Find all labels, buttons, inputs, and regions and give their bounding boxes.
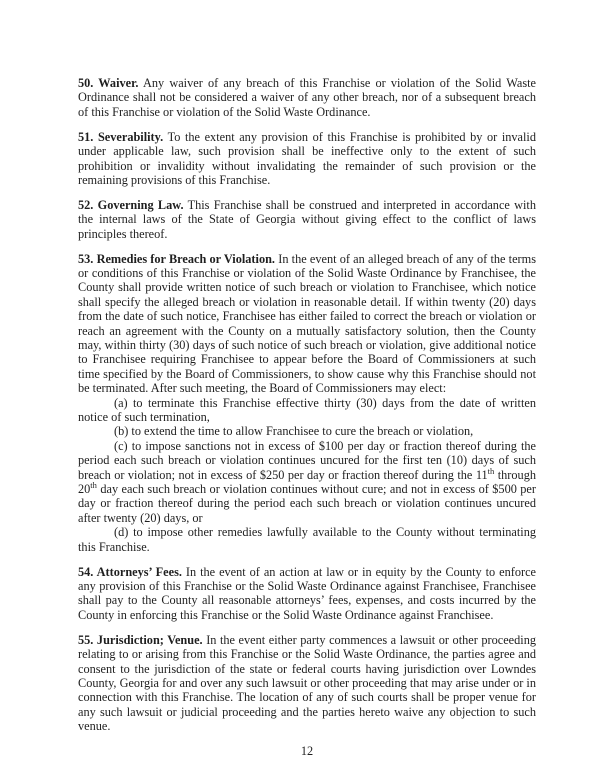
section-53-item-a: (a) to terminate this Franchise effective thirty (30) days from the date of written notice of such termination, <box>78 395 536 425</box>
section-53-item-c-text-1: (c) to impose sanctions not in excess of $100 per day or fraction thereof during the period each such breach or violation continues uncured for the first ten (10) days of such breach or violation; not in excess of $250 per day or fraction thereof during the 11 <box>78 438 536 482</box>
section-52-paragraph <box>78 198 536 241</box>
section-55-heading: 55. Jurisdiction; Venue. <box>78 632 203 647</box>
section-51-paragraph <box>78 130 536 188</box>
section-54-paragraph <box>78 565 536 623</box>
section-53-paragraph <box>78 252 536 396</box>
section-55-paragraph <box>78 633 536 734</box>
section-53-item-c-superscript-1: th <box>487 465 495 476</box>
section-50-heading: 50. Waiver. <box>78 76 139 90</box>
section-52-heading: 52. Governing Law. <box>78 197 184 212</box>
section-53-item-c-text-2: through 20 <box>78 467 536 497</box>
section-52-body: This Franchise shall be construed and interpreted in accordance with the internal laws of the State of Georgia without giving effect to the conflict of laws principles thereof. <box>78 197 536 241</box>
section-51-body: To the extent any provision of this Franchise is prohibited by or invalid under applicable law, such provision shall be ineffective only to the extent of such prohibition or invalidity without invalidating the remainder of such provision or the remaining provisions of this Franchise. <box>78 129 536 187</box>
section-50-body: Any waiver of any breach of this Franchise or violation of the Solid Waste Ordinance shall not be considered a waiver of any other breach, nor of a subsequent breach of this Franchise or violation of the Solid Waste Ordinance. <box>78 76 536 119</box>
section-53-item-c <box>78 439 536 525</box>
section-53-item-d: (d) to impose other remedies lawfully available to the County without terminating this Franchise. <box>78 525 536 554</box>
section-53-item-c-superscript-2: th <box>90 479 97 490</box>
section-53-item-c-text-3: day each such breach or violation continues without cure; and not in excess of $500 per day or fraction thereof during the period each such breach or violation continues uncured after twenty (20) days, or <box>78 482 536 525</box>
section-54-body: In the event of an action at law or in equity by the County to enforce any provision of this Franchise or the Solid Waste Ordinance against Franchisee, Franchisee shall pay to the County all reasonable attorneys’ fees, expenses, and costs incurred by the County in enforcing this Franchise or the Solid Waste Ordinance against Franchisee. <box>78 564 537 622</box>
section-51-heading: 51. Severability. <box>78 129 164 144</box>
page-number: 12 <box>300 744 314 759</box>
section-53-item-b: (b) to extend the time to allow Franchisee to cure the breach or violation, <box>114 424 474 439</box>
section-53-heading: 53. Remedies for Breach or Violation. <box>78 251 276 266</box>
section-53-body: In the event of an alleged breach of any of the terms or conditions of this Franchise or violation of the Solid Waste Ordinance by Franchisee, the County shall provide written notice of such breach or violation to Franchisee, which notice shall specify the alleged breach or violation in reasonable detail. If within twenty (20) days from the date of such notice, Franchisee has either failed to correct the breach or violation or reach an agreement with the County on a mutually satisfactory solution, then the County may, within thirty (30) days of such notice of such breach or violation, give additional notice to Franchisee requiring Franchisee to appear before the Board of Commissioners at such time specified by the Board of Commissioners, to show cause why this Franchise should not be terminated. After such meeting, the Board of Commissioners may elect: <box>78 251 536 396</box>
section-50-paragraph <box>78 76 536 119</box>
section-54-heading: 54. Attorneys’ Fees. <box>78 564 182 579</box>
section-55-body: In the event either party commences a lawsuit or other proceeding relating to or arising from this Franchise or the Solid Waste Ordinance, the parties agree and consent to the jurisdiction of the state or federal courts having jurisdiction over Lowndes County, Georgia for and over any such lawsuit or other proceeding that may arise under or in connection with this Franchise. The location of any of such courts shall be proper venue for any such lawsuit or judicial proceeding and the parties hereto waive any objection to such venue. <box>78 632 537 734</box>
